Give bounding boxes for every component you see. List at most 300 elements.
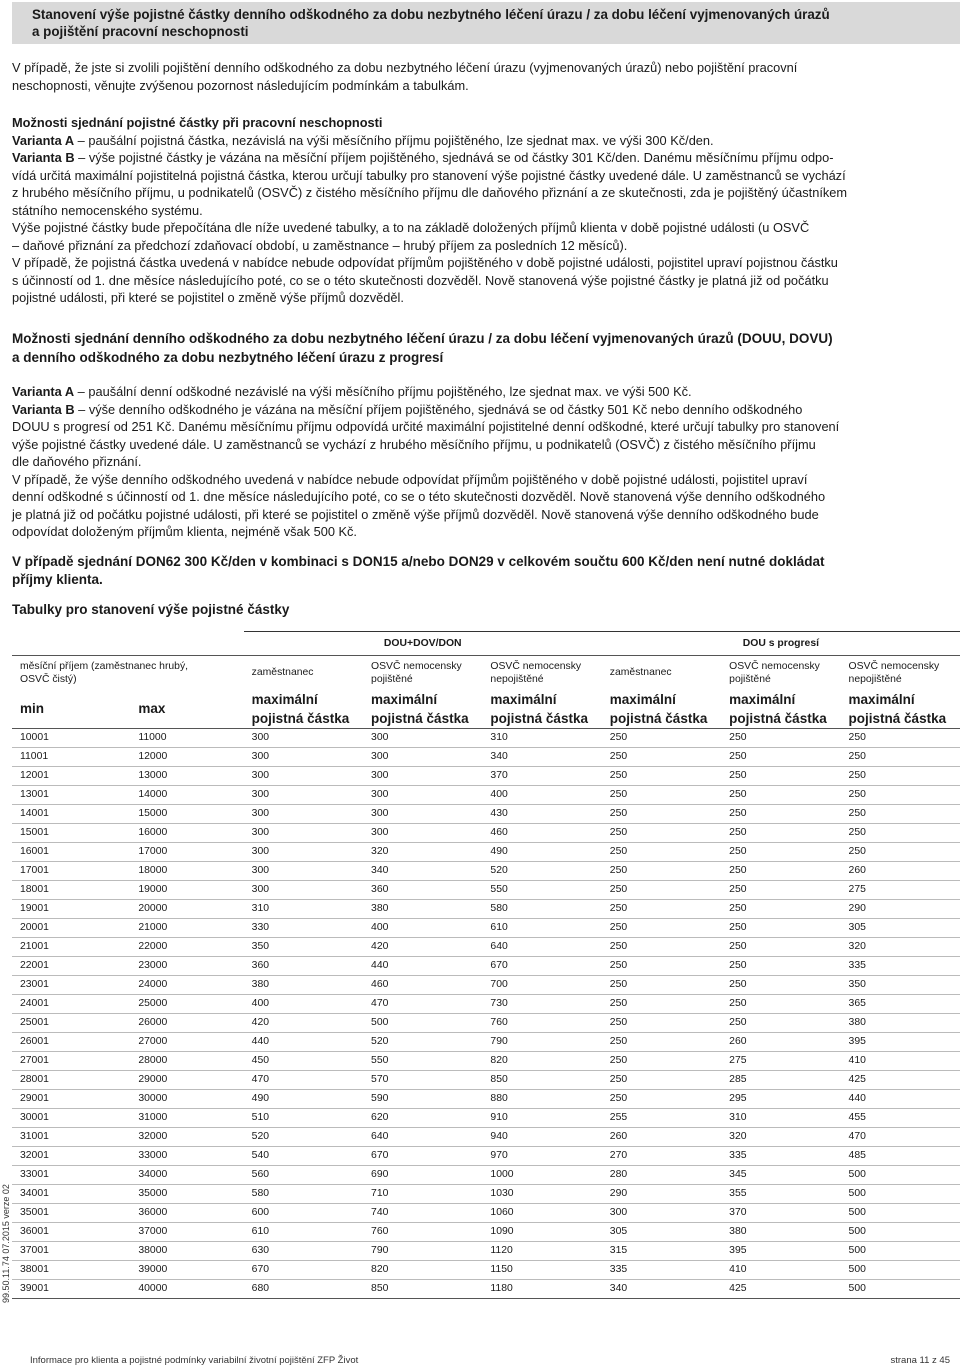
table-cell: 16001	[12, 842, 130, 861]
intro-line: V případě, že jste si zvolili pojištění denního odškodného za dobu nezbytného léčení úrazu (vyjmenovaných úrazů) nebo pojištění pracovní	[12, 60, 798, 75]
section-title: a denního odškodného za dobu nezbytného léčení úrazu z progresí	[12, 350, 444, 365]
table-cell: 250	[721, 975, 840, 994]
table-cell: 250	[841, 785, 960, 804]
table-cell: 250	[841, 766, 960, 785]
table-cell: 580	[482, 899, 601, 918]
table-cell: 500	[841, 1260, 960, 1279]
table-cell: 310	[482, 728, 601, 747]
table-group-header-row	[12, 632, 960, 656]
table-cell: 300	[363, 728, 482, 747]
table-cell: 640	[363, 1127, 482, 1146]
table-cell: 880	[482, 1089, 601, 1108]
table-cell: 470	[841, 1127, 960, 1146]
table-cell: 440	[244, 1032, 363, 1051]
table-cell: 24001	[12, 994, 130, 1013]
table-cell: 460	[482, 823, 601, 842]
table-row	[12, 1146, 960, 1165]
table-cell: 29000	[130, 1070, 243, 1089]
table-cell: 310	[244, 899, 363, 918]
table-cell: 500	[841, 1165, 960, 1184]
table-cell: 300	[363, 785, 482, 804]
table-cell: 740	[363, 1203, 482, 1222]
table-row	[12, 899, 960, 918]
table-cell: 300	[244, 785, 363, 804]
body-line: Výše pojistné částky bude přepočítána dle níže uvedené tabulky, a to na základě doložených příjmů klienta v době pojistné události (u OSVČ	[12, 220, 810, 235]
table-cell: 13000	[130, 766, 243, 785]
table-cell: 365	[841, 994, 960, 1013]
table-row	[12, 1279, 960, 1298]
table-cell: 250	[721, 956, 840, 975]
table-cell: 30000	[130, 1089, 243, 1108]
table-cell: 21001	[12, 937, 130, 956]
table-cell: 510	[244, 1108, 363, 1127]
table-row	[12, 956, 960, 975]
table-cell: 970	[482, 1146, 601, 1165]
table-cell: 360	[244, 956, 363, 975]
table-cell: 12000	[130, 747, 243, 766]
table-cell: 250	[721, 861, 840, 880]
page-header-banner	[12, 2, 960, 44]
table-cell: 275	[721, 1051, 840, 1070]
table-row	[12, 1184, 960, 1203]
table-cell: 27001	[12, 1051, 130, 1070]
table-cell: 680	[244, 1279, 363, 1298]
table-cell: 22001	[12, 956, 130, 975]
table-cell: 250	[721, 918, 840, 937]
table-cell: 300	[244, 842, 363, 861]
body-line: s účinností od 1. dne měsíce následujícího poté, co se o této skutečnosti dozvěděl. Nově stanovená výše pojistné částky je platná již od počátku	[12, 272, 829, 288]
table-subheader-row	[12, 690, 960, 729]
table-cell: 360	[363, 880, 482, 899]
don62-line: příjmy klienta.	[12, 572, 103, 587]
table-cell: 500	[841, 1222, 960, 1241]
table-cell: 250	[841, 728, 960, 747]
table-cell: 560	[244, 1165, 363, 1184]
table-cell: 670	[482, 956, 601, 975]
table-cell: 380	[244, 975, 363, 994]
body-line: výše pojistné částky uvedené dále. U zaměstnanců se vychází z hrubého měsíčního příjmu, u podnikatelů (OSVČ) z čistého měsíčního příjmu	[12, 436, 816, 452]
table-cell: 250	[721, 842, 840, 861]
rates-table-body	[12, 728, 960, 1298]
page-footer	[30, 1355, 950, 1366]
table-cell: 250	[602, 1013, 721, 1032]
table-cell: 250	[602, 994, 721, 1013]
table-cell: 400	[244, 994, 363, 1013]
table-cell: 13001	[12, 785, 130, 804]
table-cell: 31001	[12, 1127, 130, 1146]
table-cell: 17000	[130, 842, 243, 861]
table-cell: 1030	[482, 1184, 601, 1203]
body-line: denní odškodné s účinností od 1. dne měsíce následujícího poté, co se o této skutečnosti dozvěděl. Nově stanovená výše denního odškodného	[12, 489, 826, 504]
table-cell: 520	[244, 1127, 363, 1146]
table-cell: 640	[482, 937, 601, 956]
table-cell: 250	[602, 918, 721, 937]
table-cell: 300	[363, 823, 482, 842]
table-cell: 17001	[12, 861, 130, 880]
table-cell: 850	[363, 1279, 482, 1298]
variant-a-label: Varianta A	[12, 384, 75, 399]
table-row	[12, 1108, 960, 1127]
table-cell: 335	[602, 1260, 721, 1279]
table-cell: 380	[841, 1013, 960, 1032]
header-max-amount: maximální pojistná částka	[609, 691, 708, 726]
table-cell: 470	[363, 994, 482, 1013]
rates-table	[12, 631, 960, 1299]
variant-b-label: Varianta B	[12, 150, 75, 165]
table-cell: 335	[721, 1146, 840, 1165]
table-cell: 250	[721, 823, 840, 842]
table-cell: 20001	[12, 918, 130, 937]
body-line: státního nemocenského systému.	[12, 202, 203, 218]
table-cell: 11001	[12, 747, 130, 766]
header-title-line-2: a pojištění pracovní neschopnosti	[32, 24, 249, 39]
table-cell: 250	[721, 899, 840, 918]
body-line: pojistné události, při které se pojistitel o změně výše příjmů dozvěděl.	[12, 290, 404, 305]
body-line: – daňové přiznání za předchozí zdaňovací období, u zaměstnance – hrubý příjem za posledních 12 měsíců).	[12, 237, 628, 253]
table-cell: 22000	[130, 937, 243, 956]
table-cell: 35001	[12, 1203, 130, 1222]
table-cell: 23000	[130, 956, 243, 975]
table-cell: 29001	[12, 1089, 130, 1108]
table-cell: 370	[721, 1203, 840, 1222]
table-cell: 380	[363, 899, 482, 918]
table-cell: 1060	[482, 1203, 601, 1222]
table-cell: 730	[482, 994, 601, 1013]
table-cell: 15000	[130, 804, 243, 823]
table-cell: 28000	[130, 1051, 243, 1070]
table-cell: 760	[482, 1013, 601, 1032]
table-cell: 34000	[130, 1165, 243, 1184]
table-cell: 550	[363, 1051, 482, 1070]
table-cell: 300	[363, 766, 482, 785]
table-cell: 485	[841, 1146, 960, 1165]
body-line: je platná již od počátku pojistné události, při které se pojistitel o změně výše příjmů dozvěděl. Nově stanovená výše denního odškodného bude	[12, 506, 819, 522]
table-cell: 250	[602, 899, 721, 918]
table-cell: 250	[602, 880, 721, 899]
table-cell: 250	[602, 747, 721, 766]
table-cell: 300	[244, 861, 363, 880]
table-cell: 250	[602, 823, 721, 842]
table-cell: 305	[602, 1222, 721, 1241]
table-cell: 500	[841, 1241, 960, 1260]
body-line: odpovídat doloženým příjmům klienta, nejméně však 500 Kč.	[12, 524, 357, 539]
table-cell: 300	[244, 728, 363, 747]
header-income: měsíční příjem (zaměstnanec hrubý, OSVČ čistý)	[12, 656, 244, 690]
table-row	[12, 804, 960, 823]
table-cell: 260	[721, 1032, 840, 1051]
table-cell: 300	[244, 804, 363, 823]
table-cell: 295	[721, 1089, 840, 1108]
table-cell: 355	[721, 1184, 840, 1203]
table-cell: 320	[363, 842, 482, 861]
table-cell: 335	[841, 956, 960, 975]
intro-paragraph	[12, 59, 960, 94]
table-row	[12, 823, 960, 842]
body-line: vídá určitá maximální pojistitelná pojistná částka, kterou určují tabulky pro stanovení výše pojistné částky uvedené dále. U zaměstnanců se vychází	[12, 167, 846, 183]
table-cell: 570	[363, 1070, 482, 1089]
table-cell: 250	[602, 937, 721, 956]
table-cell: 36001	[12, 1222, 130, 1241]
table-row	[12, 1241, 960, 1260]
table-cell: 455	[841, 1108, 960, 1127]
table-cell: 26000	[130, 1013, 243, 1032]
table-cell: 370	[482, 766, 601, 785]
table-cell: 250	[721, 937, 840, 956]
body-line: V případě, že pojistná částka uvedená v nabídce nebude odpovídat příjmům pojištěného v době pojistné události, pojistitel upraví pojistnou částku	[12, 255, 838, 270]
header-max-amount: maximální pojistná částka	[490, 691, 588, 726]
table-cell: 250	[602, 842, 721, 861]
table-row	[12, 1260, 960, 1279]
table-cell: 600	[244, 1203, 363, 1222]
section-title: Možnosti sjednání denního odškodného za dobu nezbytného léčení úrazu / za dobu léčení vyjmenovaných úrazů (DOUU, DOVU)	[12, 331, 833, 346]
table-cell: 20000	[130, 899, 243, 918]
table-cell: 300	[244, 766, 363, 785]
table-cell: 250	[721, 1013, 840, 1032]
intro-line: neschopnosti, věnujte zvýšenou pozornost následujícím podmínkám a tabulkám.	[12, 77, 469, 93]
table-cell: 850	[482, 1070, 601, 1089]
table-row	[12, 1070, 960, 1089]
table-cell: 300	[363, 804, 482, 823]
table-cell: 250	[841, 804, 960, 823]
variant-b-text: – výše pojistné částky je vázána na měsíční příjem pojištěného, sjednává se od částky 301 Kč/den. Danému měsíčnímu příjmu odpo-	[74, 150, 834, 165]
table-cell: 820	[482, 1051, 601, 1070]
table-cell: 630	[244, 1241, 363, 1260]
table-cell: 11000	[130, 728, 243, 747]
table-cell: 250	[602, 804, 721, 823]
table-cell: 28001	[12, 1070, 130, 1089]
footer-document-name: Informace pro klienta a pojistné podmínky variabilní životní pojištění ZFP Život	[30, 1355, 359, 1366]
table-cell: 16000	[130, 823, 243, 842]
table-cell: 34001	[12, 1184, 130, 1203]
table-cell: 1180	[482, 1279, 601, 1298]
header-min: min	[20, 701, 45, 716]
table-cell: 1000	[482, 1165, 601, 1184]
table-row	[12, 861, 960, 880]
table-cell: 790	[363, 1241, 482, 1260]
table-cell: 395	[841, 1032, 960, 1051]
variant-b-line	[12, 149, 960, 167]
table-cell: 250	[602, 1051, 721, 1070]
table-cell: 40000	[130, 1279, 243, 1298]
header-max-amount: maximální pojistná částka	[848, 691, 947, 726]
table-row	[12, 937, 960, 956]
table-cell: 300	[244, 823, 363, 842]
table-cell: 285	[721, 1070, 840, 1089]
table-cell: 290	[602, 1184, 721, 1203]
table-cell: 38001	[12, 1260, 130, 1279]
table-cell: 30001	[12, 1108, 130, 1127]
don62-line: V případě sjednání DON62 300 Kč/den v kombinaci s DON15 a/nebo DON29 v celkovém součtu 600 Kč/den není nutné dokládat	[12, 554, 825, 569]
table-cell: 290	[841, 899, 960, 918]
variant-b-line	[12, 401, 960, 419]
table-cell: 1120	[482, 1241, 601, 1260]
table-cell: 670	[244, 1260, 363, 1279]
table-row	[12, 842, 960, 861]
table-cell: 260	[841, 861, 960, 880]
table-cell: 33001	[12, 1165, 130, 1184]
table-cell: 500	[841, 1279, 960, 1298]
table-cell: 340	[602, 1279, 721, 1298]
table-cell: 790	[482, 1032, 601, 1051]
group-header-dou-progrese: DOU s progresí	[602, 632, 960, 656]
table-cell: 395	[721, 1241, 840, 1260]
table-cell: 38000	[130, 1241, 243, 1260]
table-cell: 300	[363, 747, 482, 766]
table-cell: 540	[244, 1146, 363, 1165]
table-row	[12, 1203, 960, 1222]
table-cell: 250	[721, 728, 840, 747]
table-row	[12, 785, 960, 804]
table-cell: 275	[841, 880, 960, 899]
header-osvc-insured: OSVČ nemocensky pojištěné	[363, 656, 482, 690]
table-cell: 305	[841, 918, 960, 937]
table-cell: 470	[244, 1070, 363, 1089]
table-cell: 610	[244, 1222, 363, 1241]
table-cell: 280	[602, 1165, 721, 1184]
table-cell: 300	[602, 1203, 721, 1222]
table-cell: 18001	[12, 880, 130, 899]
header-osvc-uninsured: OSVČ nemocensky nepojištěné	[841, 656, 960, 690]
table-cell: 19001	[12, 899, 130, 918]
table-cell: 250	[602, 728, 721, 747]
table-cell: 27000	[130, 1032, 243, 1051]
table-cell: 400	[482, 785, 601, 804]
table-cell: 250	[602, 1032, 721, 1051]
section-daily-compensation	[12, 383, 960, 541]
table-header-row	[12, 656, 960, 690]
table-cell: 33000	[130, 1146, 243, 1165]
table-row	[12, 766, 960, 785]
table-cell: 270	[602, 1146, 721, 1165]
document-code: 99.50.11.74 07.2015 verze 02	[1, 1184, 11, 1303]
table-cell: 500	[363, 1013, 482, 1032]
table-cell: 300	[244, 747, 363, 766]
variant-a-text: – paušální denní odškodné nezávislé na výši měsíčního příjmu pojištěného, lze sjednat max. ve výši 500 Kč.	[74, 384, 692, 399]
table-cell: 32001	[12, 1146, 130, 1165]
section-work-incapacity	[12, 114, 960, 307]
header-max: max	[138, 701, 166, 716]
tables-title: Tabulky pro stanovení výše pojistné částky	[12, 602, 290, 617]
table-cell: 260	[602, 1127, 721, 1146]
table-cell: 430	[482, 804, 601, 823]
table-row	[12, 747, 960, 766]
table-row	[12, 1127, 960, 1146]
table-cell: 250	[602, 975, 721, 994]
table-cell: 425	[841, 1070, 960, 1089]
table-cell: 250	[841, 823, 960, 842]
section-title: Možnosti sjednání pojistné částky při pracovní neschopnosti	[12, 115, 383, 130]
don62-note	[12, 553, 960, 589]
body-line: DOUU s progresí od 251 Kč. Danému měsíčnímu příjmu odpovídá určité maximální pojistitelné denní odškodné, které určují tabulky pro stanovení	[12, 419, 840, 434]
table-cell: 490	[244, 1089, 363, 1108]
table-cell: 610	[482, 918, 601, 937]
section-daily-compensation-title	[12, 329, 960, 367]
table-cell: 580	[244, 1184, 363, 1203]
variant-a-label: Varianta A	[12, 132, 75, 148]
body-line: dle daňového přiznání.	[12, 454, 142, 469]
table-cell: 520	[363, 1032, 482, 1051]
table-cell: 620	[363, 1108, 482, 1127]
table-row	[12, 918, 960, 937]
table-row	[12, 975, 960, 994]
table-cell: 350	[841, 975, 960, 994]
table-cell: 21000	[130, 918, 243, 937]
table-cell: 590	[363, 1089, 482, 1108]
table-cell: 19000	[130, 880, 243, 899]
table-cell: 710	[363, 1184, 482, 1203]
table-cell: 820	[363, 1260, 482, 1279]
table-cell: 420	[244, 1013, 363, 1032]
variant-b-text: – výše denního odškodného je vázána na měsíční příjem pojištěného, sjednává se od částky 501 Kč nebo denního odškodného	[74, 401, 803, 417]
variant-a-text: – paušální pojistná částka, nezávislá na výši měsíčního příjmu pojištěného, lze sjednat max. ve výši 300 Kč/den.	[74, 132, 714, 148]
table-cell: 330	[244, 918, 363, 937]
table-cell: 250	[721, 880, 840, 899]
table-cell: 250	[841, 747, 960, 766]
variant-a-line	[12, 383, 960, 401]
table-cell: 670	[363, 1146, 482, 1165]
table-cell: 250	[602, 785, 721, 804]
table-cell: 15001	[12, 823, 130, 842]
table-cell: 425	[721, 1279, 840, 1298]
table-cell: 12001	[12, 766, 130, 785]
table-cell: 250	[721, 785, 840, 804]
table-cell: 25001	[12, 1013, 130, 1032]
header-employee: zaměstnanec	[244, 656, 363, 690]
table-cell: 940	[482, 1127, 601, 1146]
table-cell: 550	[482, 880, 601, 899]
table-cell: 315	[602, 1241, 721, 1260]
header-osvc-uninsured: OSVČ nemocensky nepojištěné	[482, 656, 601, 690]
table-cell: 420	[363, 937, 482, 956]
table-cell: 23001	[12, 975, 130, 994]
table-cell: 31000	[130, 1108, 243, 1127]
table-cell: 24000	[130, 975, 243, 994]
table-cell: 320	[721, 1127, 840, 1146]
table-cell: 37000	[130, 1222, 243, 1241]
table-cell: 26001	[12, 1032, 130, 1051]
table-row	[12, 1089, 960, 1108]
table-cell: 25000	[130, 994, 243, 1013]
table-cell: 700	[482, 975, 601, 994]
table-cell: 340	[363, 861, 482, 880]
header-employee: zaměstnanec	[602, 656, 721, 690]
table-cell: 1150	[482, 1260, 601, 1279]
body-line: z hrubého měsíčního příjmu, u podnikatelů (OSVČ) z čistého měsíčního příjmu dle daňového přiznání a ze skutečnosti, zda je pojištěný účastníkem	[12, 185, 848, 200]
header-max-amount: maximální pojistná částka	[251, 691, 350, 726]
table-cell: 760	[363, 1222, 482, 1241]
table-cell: 14001	[12, 804, 130, 823]
table-row	[12, 1013, 960, 1032]
table-row	[12, 1165, 960, 1184]
table-cell: 250	[602, 956, 721, 975]
table-row	[12, 728, 960, 747]
variant-b-label: Varianta B	[12, 401, 75, 417]
table-cell: 690	[363, 1165, 482, 1184]
table-cell: 18000	[130, 861, 243, 880]
table-cell: 380	[721, 1222, 840, 1241]
table-row	[12, 1032, 960, 1051]
table-row	[12, 1051, 960, 1070]
table-cell: 39001	[12, 1279, 130, 1298]
table-cell: 340	[482, 747, 601, 766]
table-cell: 250	[602, 1070, 721, 1089]
table-cell: 500	[841, 1184, 960, 1203]
table-cell: 910	[482, 1108, 601, 1127]
table-cell: 500	[841, 1203, 960, 1222]
table-cell: 14000	[130, 785, 243, 804]
table-cell: 250	[721, 766, 840, 785]
header-title-line-1: Stanovení výše pojistné částky denního odškodného za dobu nezbytného léčení úrazu / za dobu léčení vyjmenovaných úrazů	[32, 7, 830, 22]
